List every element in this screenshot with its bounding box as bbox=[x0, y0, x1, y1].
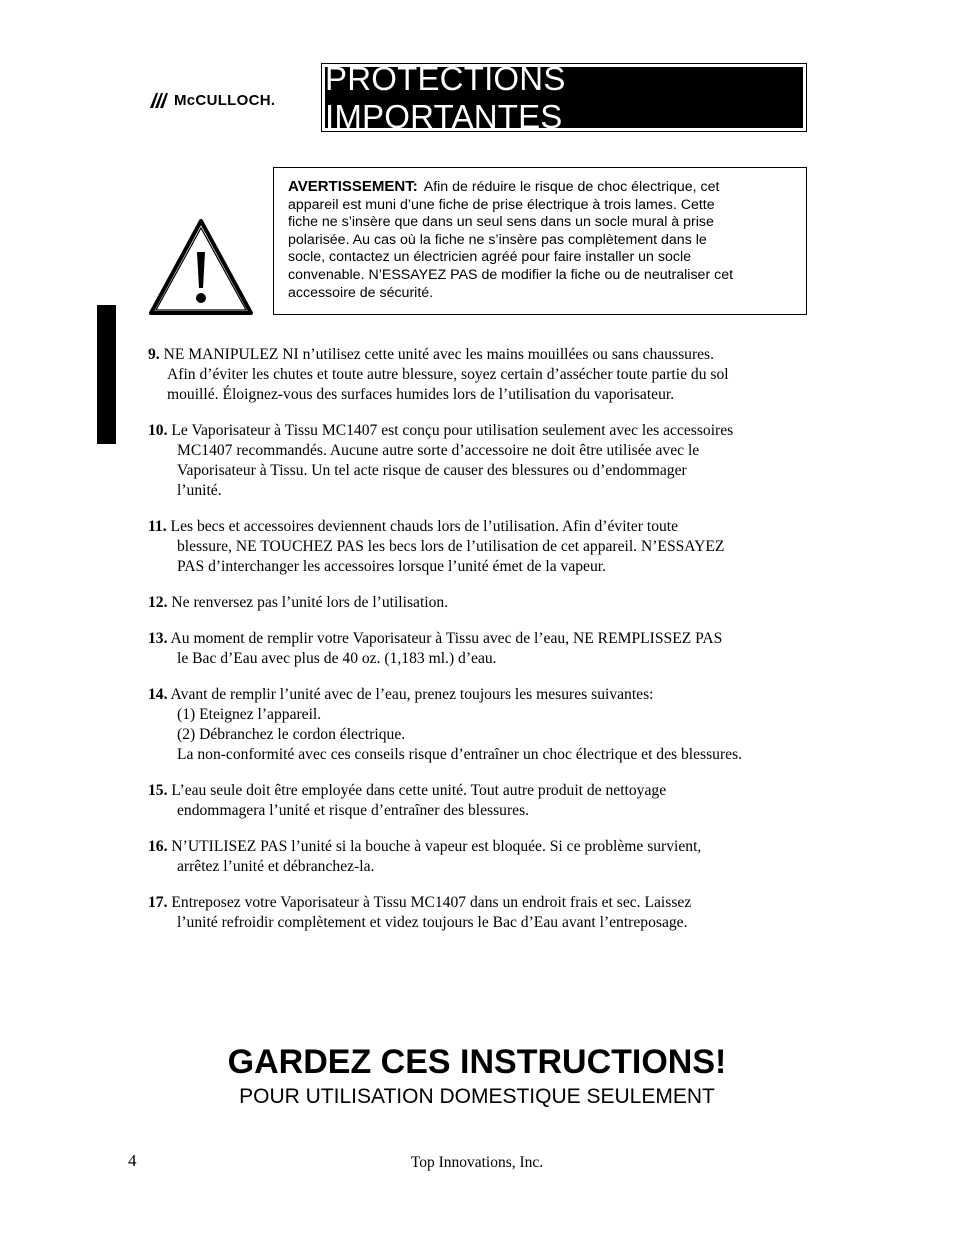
item-text: PAS d’interchanger les accessoires lorsque l’unité émet de la vapeur. bbox=[177, 558, 606, 575]
item-number: 16. bbox=[148, 838, 168, 855]
list-item bbox=[148, 629, 828, 669]
item-number: 13. bbox=[148, 630, 168, 647]
item-text: MC1407 recommandés. Aucune autre sorte d’accessoire ne doit être utilisée avec le bbox=[177, 442, 700, 459]
title-frame bbox=[321, 59, 807, 135]
item-text: Afin d’éviter les chutes et toute autre blessure, soyez certain d’assécher toute partie du sol bbox=[167, 366, 729, 383]
item-text: l’unité refroidir complètement et videz toujours le Bac d’Eau avant l’entreposage. bbox=[177, 914, 688, 931]
list-item bbox=[148, 781, 828, 821]
item-number: 17. bbox=[148, 894, 168, 911]
item-text: L’eau seule doit être employée dans cette unité. Tout autre produit de nettoyage bbox=[171, 782, 667, 799]
page-title: PROTECTIONS IMPORTANTES bbox=[325, 67, 803, 128]
item-text: (2) Débranchez le cordon électrique. bbox=[177, 726, 406, 743]
list-item bbox=[148, 421, 828, 501]
item-number: 15. bbox=[148, 782, 168, 799]
warning-line: socle, contactez un électricien agréé pour faire installer un socle bbox=[288, 249, 691, 266]
warning-line: polarisée. Au cas où la fiche ne s’insère pas complètement dans le bbox=[288, 231, 707, 248]
item-text: Les becs et accessoires deviennent chauds lors de l’utilisation. Afin d’éviter toute bbox=[170, 518, 679, 535]
item-text: l’unité. bbox=[177, 482, 222, 499]
item-text: N’UTILISEZ PAS l’unité si la bouche à vapeur est bloquée. Si ce problème survient, bbox=[171, 838, 702, 855]
item-text: endommagera l’unité et risque d’entraîner des blessures. bbox=[177, 802, 530, 819]
list-item bbox=[148, 345, 828, 405]
warning-line: convenable. N’ESSAYEZ PAS de modifier la fiche ou de neutraliser cet bbox=[288, 266, 734, 283]
item-number: 12. bbox=[148, 594, 168, 611]
warning-line: accessoire de sécurité. bbox=[288, 284, 434, 301]
warning-line: appareil est muni d’une fiche de prise électrique à trois lames. Cette bbox=[288, 196, 715, 213]
domestic-use-subheading: POUR UTILISATION DOMESTIQUE SEULEMENT bbox=[239, 1085, 715, 1108]
warning-line: Afin de réduire le risque de choc électrique, cet bbox=[423, 179, 720, 195]
warning-text bbox=[288, 178, 792, 302]
list-item bbox=[148, 893, 828, 933]
warning-box bbox=[273, 167, 807, 315]
item-text: (1) Eteignez l’appareil. bbox=[177, 706, 322, 723]
item-text: La non-conformité avec ces conseils risque d’entraîner un choc électrique et des blessures. bbox=[177, 746, 743, 763]
keep-instructions-heading: GARDEZ CES INSTRUCTIONS! bbox=[227, 1043, 727, 1081]
item-number: 14. bbox=[148, 686, 168, 703]
item-text: NE MANIPULEZ NI n’utilisez cette unité avec les mains mouillées ou sans chaussures. bbox=[163, 346, 715, 363]
item-text: Le Vaporisateur à Tissu MC1407 est conçu pour utilisation seulement avec les accessoires bbox=[171, 422, 734, 439]
item-text: arrêtez l’unité et débranchez-la. bbox=[177, 858, 375, 875]
item-number: 11. bbox=[148, 518, 167, 535]
footer-company: Top Innovations, Inc. bbox=[410, 1154, 544, 1171]
list-item bbox=[148, 837, 828, 877]
safety-list bbox=[148, 345, 828, 949]
side-tab-marker bbox=[97, 305, 116, 444]
page-number: 4 bbox=[128, 1151, 137, 1170]
list-item bbox=[148, 593, 828, 613]
item-number: 10. bbox=[148, 422, 168, 439]
item-text: le Bac d’Eau avec plus de 40 oz. (1,183 ml.) d’eau. bbox=[177, 650, 497, 667]
list-item bbox=[148, 685, 828, 765]
item-text: Au moment de remplir votre Vaporisateur à Tissu avec de l’eau, NE REMPLISSEZ PAS bbox=[170, 630, 723, 647]
item-text: Entreposez votre Vaporisateur à Tissu MC1407 dans un endroit frais et sec. Laissez bbox=[171, 894, 692, 911]
item-number: 9. bbox=[148, 346, 160, 363]
brand-logo bbox=[149, 89, 311, 111]
item-text: Vaporisateur à Tissu. Un tel acte risque de causer des blessures ou d’endommager bbox=[177, 462, 687, 479]
list-item bbox=[148, 517, 828, 577]
warning-triangle-icon bbox=[148, 218, 254, 316]
warning-line: fiche ne s’insère que dans un seul sens dans un socle mural à prise bbox=[288, 214, 714, 231]
warning-label: AVERTISSEMENT: bbox=[288, 178, 418, 195]
item-text: blessure, NE TOUCHEZ PAS les becs lors de l’utilisation de cet appareil. N’ESSAYEZ bbox=[177, 538, 725, 555]
item-text: Avant de remplir l’unité avec de l’eau, prenez toujours les mesures suivantes: bbox=[170, 686, 654, 703]
mcculloch-logo-icon bbox=[149, 91, 171, 109]
logo-text: McCULLOCH. bbox=[174, 91, 276, 109]
item-text: mouillé. Éloignez-vous des surfaces humides lors de l’utilisation du vaporisateur. bbox=[167, 386, 675, 403]
item-text: Ne renversez pas l’unité lors de l’utilisation. bbox=[171, 594, 449, 611]
